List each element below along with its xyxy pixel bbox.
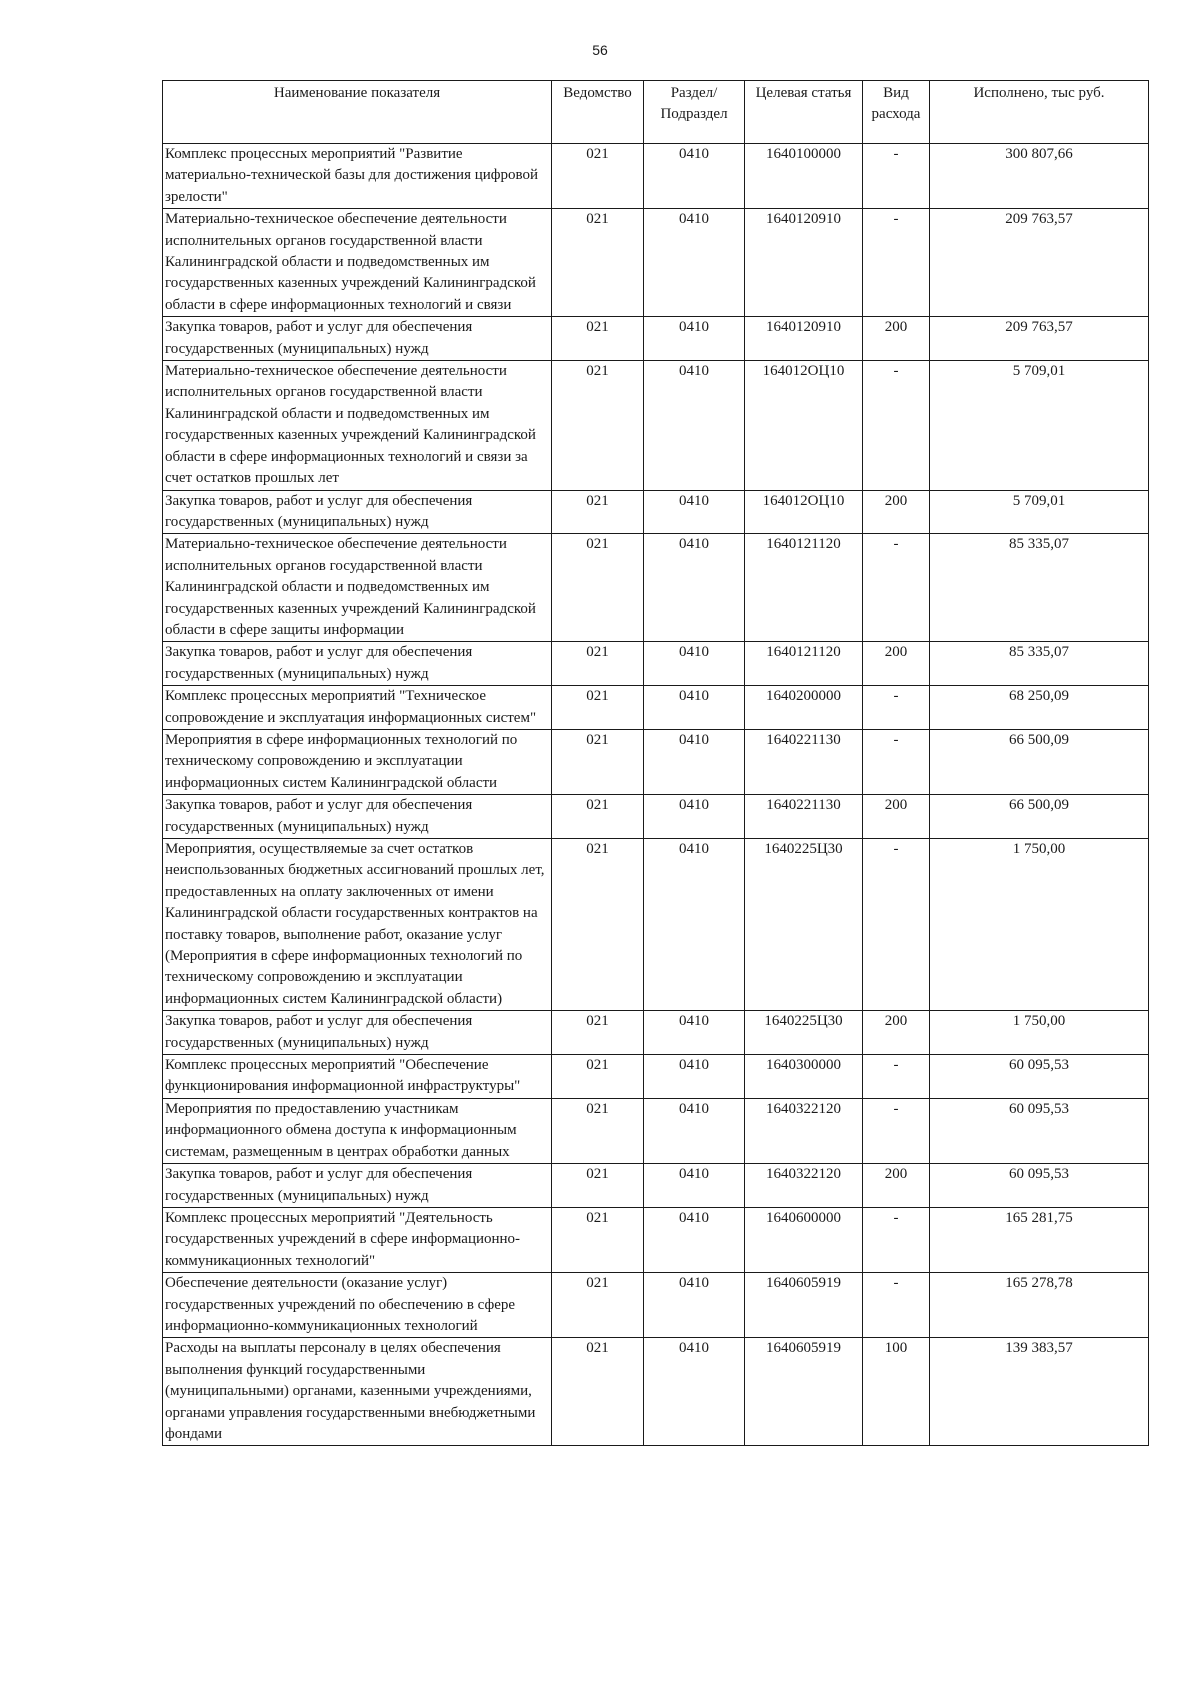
cell-executed: 85 335,07 (930, 642, 1149, 686)
table-row (163, 490, 1149, 534)
cell-executed: 60 095,53 (930, 1055, 1149, 1099)
cell-target-article: 1640100000 (745, 144, 863, 209)
header-name: Наименование показателя (163, 81, 552, 144)
cell-target-article: 1640225Ц30 (745, 839, 863, 1011)
cell-expense-type: - (863, 144, 930, 209)
table-row (163, 1338, 1149, 1446)
cell-section: 0410 (644, 1055, 745, 1099)
cell-name: Комплекс процессных мероприятий "Техническое сопровождение и эксплуатация информационных систем" (163, 686, 552, 730)
cell-expense-type: 200 (863, 795, 930, 839)
cell-name: Комплекс процессных мероприятий "Деятельность государственных учреждений в сфере информационно-коммуникационных технологий" (163, 1207, 552, 1272)
cell-executed: 66 500,09 (930, 729, 1149, 794)
cell-executed: 165 278,78 (930, 1273, 1149, 1338)
budget-execution-table (162, 80, 1149, 1446)
header-target-article: Целевая статья (745, 81, 863, 144)
cell-department: 021 (552, 317, 644, 361)
cell-department: 021 (552, 839, 644, 1011)
table-row (163, 1273, 1149, 1338)
cell-executed: 209 763,57 (930, 209, 1149, 317)
header-expense-type: Вид расхода (863, 81, 930, 144)
cell-name: Закупка товаров, работ и услуг для обеспечения государственных (муниципальных) нужд (163, 490, 552, 534)
cell-executed: 60 095,53 (930, 1098, 1149, 1163)
cell-executed: 165 281,75 (930, 1207, 1149, 1272)
cell-expense-type: 200 (863, 1164, 930, 1208)
cell-name: Мероприятия в сфере информационных технологий по техническому сопровождению и эксплуатации информационных систем Калининградской области (163, 729, 552, 794)
cell-section: 0410 (644, 1164, 745, 1208)
cell-target-article: 1640322120 (745, 1164, 863, 1208)
cell-department: 021 (552, 1098, 644, 1163)
cell-department: 021 (552, 1011, 644, 1055)
cell-executed: 1 750,00 (930, 1011, 1149, 1055)
cell-name: Комплекс процессных мероприятий "Обеспечение функционирования информационной инфраструктуры" (163, 1055, 552, 1099)
cell-executed: 5 709,01 (930, 490, 1149, 534)
cell-executed: 85 335,07 (930, 534, 1149, 642)
table-row (163, 642, 1149, 686)
cell-target-article: 1640120910 (745, 317, 863, 361)
cell-target-article: 164012ОЦ10 (745, 361, 863, 490)
cell-section: 0410 (644, 361, 745, 490)
cell-target-article: 1640120910 (745, 209, 863, 317)
table-row (163, 361, 1149, 490)
cell-name: Материально-техническое обеспечение деятельности исполнительных органов государственной власти Калининградской области и подведомственных им государственных казенных учреждений Калининградской области в сфере информационных технологий и связи (163, 209, 552, 317)
table-row (163, 729, 1149, 794)
cell-expense-type: 100 (863, 1338, 930, 1446)
cell-expense-type: - (863, 209, 930, 317)
cell-name: Обеспечение деятельности (оказание услуг) государственных учреждений по обеспечению в сфере информационно-коммуникационных технологий (163, 1273, 552, 1338)
cell-executed: 5 709,01 (930, 361, 1149, 490)
cell-expense-type: - (863, 534, 930, 642)
table-row (163, 1055, 1149, 1099)
cell-department: 021 (552, 144, 644, 209)
page-number: 56 (592, 42, 608, 58)
cell-target-article: 1640121120 (745, 534, 863, 642)
cell-department: 021 (552, 490, 644, 534)
cell-target-article: 1640322120 (745, 1098, 863, 1163)
cell-section: 0410 (644, 795, 745, 839)
table-row (163, 795, 1149, 839)
header-department: Ведомство (552, 81, 644, 144)
cell-section: 0410 (644, 490, 745, 534)
cell-target-article: 1640600000 (745, 1207, 863, 1272)
cell-section: 0410 (644, 534, 745, 642)
header-executed: Исполнено, тыс руб. (930, 81, 1149, 144)
cell-section: 0410 (644, 839, 745, 1011)
cell-executed: 139 383,57 (930, 1338, 1149, 1446)
table-row (163, 209, 1149, 317)
cell-section: 0410 (644, 317, 745, 361)
cell-target-article: 1640221130 (745, 795, 863, 839)
table-row (163, 1098, 1149, 1163)
cell-executed: 60 095,53 (930, 1164, 1149, 1208)
cell-expense-type: - (863, 1098, 930, 1163)
cell-department: 021 (552, 209, 644, 317)
cell-target-article: 1640121120 (745, 642, 863, 686)
cell-target-article: 1640300000 (745, 1055, 863, 1099)
cell-target-article: 1640605919 (745, 1273, 863, 1338)
cell-section: 0410 (644, 1098, 745, 1163)
cell-target-article: 1640200000 (745, 686, 863, 730)
table-row (163, 534, 1149, 642)
cell-name: Закупка товаров, работ и услуг для обеспечения государственных (муниципальных) нужд (163, 317, 552, 361)
cell-section: 0410 (644, 1273, 745, 1338)
cell-executed: 66 500,09 (930, 795, 1149, 839)
cell-expense-type: - (863, 839, 930, 1011)
table-row (163, 1164, 1149, 1208)
cell-department: 021 (552, 1164, 644, 1208)
cell-name: Закупка товаров, работ и услуг для обеспечения государственных (муниципальных) нужд (163, 642, 552, 686)
cell-name: Закупка товаров, работ и услуг для обеспечения государственных (муниципальных) нужд (163, 795, 552, 839)
table-row (163, 317, 1149, 361)
cell-department: 021 (552, 795, 644, 839)
cell-section: 0410 (644, 729, 745, 794)
cell-section: 0410 (644, 144, 745, 209)
table-header (163, 81, 1149, 144)
cell-target-article: 164012ОЦ10 (745, 490, 863, 534)
cell-name: Комплекс процессных мероприятий "Развитие материально-технической базы для достижения цифровой зрелости" (163, 144, 552, 209)
cell-executed: 209 763,57 (930, 317, 1149, 361)
cell-name: Закупка товаров, работ и услуг для обеспечения государственных (муниципальных) нужд (163, 1011, 552, 1055)
cell-section: 0410 (644, 209, 745, 317)
cell-name: Расходы на выплаты персоналу в целях обеспечения выполнения функций государственными (муниципальными) органами, казенными учреждениями, органами управления государственными внебюджетными фондами (163, 1338, 552, 1446)
cell-expense-type: 200 (863, 642, 930, 686)
cell-executed: 300 807,66 (930, 144, 1149, 209)
table-row (163, 1207, 1149, 1272)
cell-section: 0410 (644, 1011, 745, 1055)
cell-department: 021 (552, 642, 644, 686)
cell-target-article: 1640605919 (745, 1338, 863, 1446)
cell-section: 0410 (644, 1207, 745, 1272)
table-row (163, 686, 1149, 730)
cell-target-article: 1640225Ц30 (745, 1011, 863, 1055)
cell-name: Мероприятия по предоставлению участникам информационного обмена доступа к информационным системам, размещенным в центрах обработки данных (163, 1098, 552, 1163)
cell-department: 021 (552, 686, 644, 730)
cell-name: Закупка товаров, работ и услуг для обеспечения государственных (муниципальных) нужд (163, 1164, 552, 1208)
cell-section: 0410 (644, 1338, 745, 1446)
cell-name: Материально-техническое обеспечение деятельности исполнительных органов государственной власти Калининградской области и подведомственных им государственных казенных учреждений Калининградской области в сфере защиты информации (163, 534, 552, 642)
cell-name: Материально-техническое обеспечение деятельности исполнительных органов государственной власти Калининградской области и подведомственных им государственных казенных учреждений Калининградской области в сфере информационных технологий и связи за счет остатков прошлых лет (163, 361, 552, 490)
table-row (163, 144, 1149, 209)
cell-section: 0410 (644, 642, 745, 686)
cell-name: Мероприятия, осуществляемые за счет остатков неиспользованных бюджетных ассигнований прошлых лет, предоставленных на оплату заключенных от имени Калининградской области государственных контрактов на поставку товаров, выполнение работ, оказание услуг (Мероприятия в сфере информационных технологий по техническому сопровождению и эксплуатации информационных систем Калининградской области) (163, 839, 552, 1011)
cell-department: 021 (552, 361, 644, 490)
cell-department: 021 (552, 729, 644, 794)
cell-expense-type: 200 (863, 317, 930, 361)
cell-department: 021 (552, 534, 644, 642)
cell-section: 0410 (644, 686, 745, 730)
header-row (163, 81, 1149, 144)
cell-department: 021 (552, 1273, 644, 1338)
table-body (163, 144, 1149, 1446)
cell-expense-type: - (863, 1055, 930, 1099)
cell-expense-type: - (863, 1207, 930, 1272)
cell-expense-type: - (863, 1273, 930, 1338)
cell-expense-type: - (863, 729, 930, 794)
cell-expense-type: - (863, 361, 930, 490)
cell-executed: 68 250,09 (930, 686, 1149, 730)
cell-expense-type: - (863, 686, 930, 730)
cell-expense-type: 200 (863, 1011, 930, 1055)
header-section: Раздел/ Подраздел (644, 81, 745, 144)
cell-department: 021 (552, 1338, 644, 1446)
table-row (163, 839, 1149, 1011)
cell-executed: 1 750,00 (930, 839, 1149, 1011)
cell-target-article: 1640221130 (745, 729, 863, 794)
cell-expense-type: 200 (863, 490, 930, 534)
table-row (163, 1011, 1149, 1055)
cell-department: 021 (552, 1207, 644, 1272)
cell-department: 021 (552, 1055, 644, 1099)
